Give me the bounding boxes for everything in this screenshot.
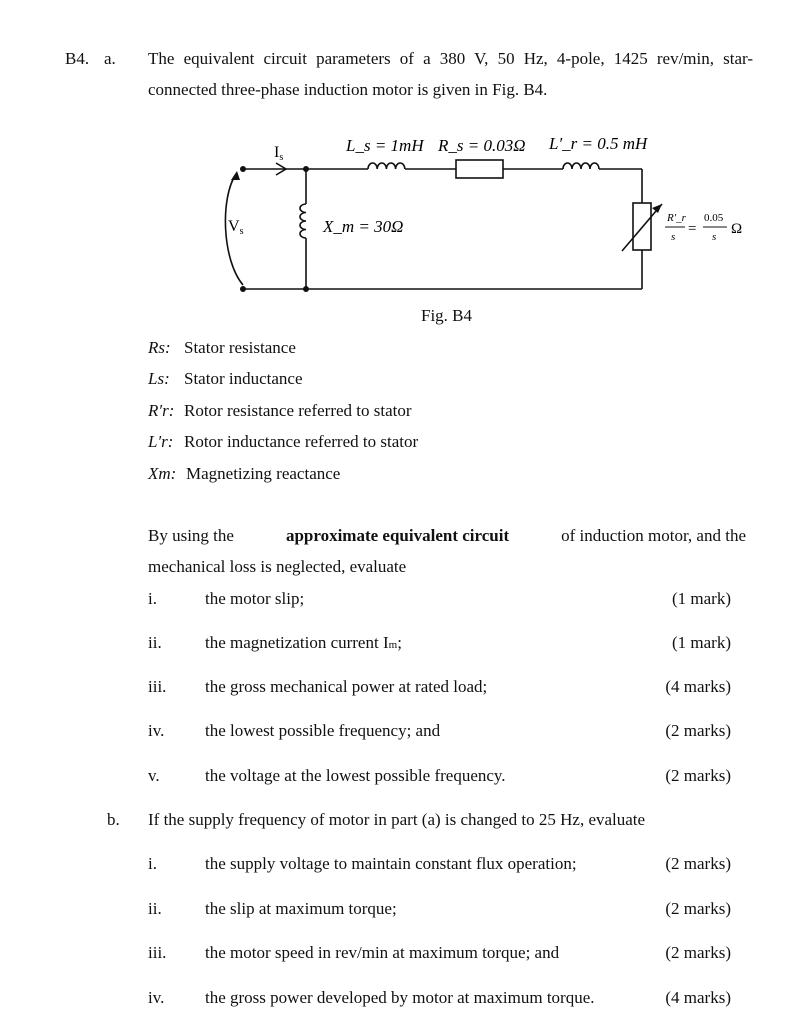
node-top — [303, 166, 309, 172]
item-text: the voltage at the lowest possible frequency. — [205, 766, 506, 785]
lr-label: L′_r = 0.5 mH — [549, 134, 648, 153]
rload-denominator: s — [671, 231, 676, 243]
legend-symbol: L′r: — [148, 432, 174, 451]
item-marks: (1 mark) — [671, 633, 731, 652]
item-number: i. — [148, 589, 157, 608]
item-text: the lowest possible frequency; and — [205, 721, 441, 740]
legend-symbol: Ls: — [148, 369, 170, 388]
rload-equals: = — [688, 221, 697, 237]
prompt-text: By using the — [148, 526, 234, 545]
prompt-text: of induction motor, and the — [561, 526, 746, 545]
terminal-top — [240, 166, 246, 172]
rload-unit: Ω — [731, 221, 743, 237]
item-marks: (4 marks) — [665, 677, 731, 696]
legend-text: Rotor resistance referred to stator — [184, 401, 412, 420]
voltage-arrow-head — [231, 171, 240, 180]
item-text: the supply voltage to maintain constant flux operation; — [205, 854, 577, 873]
item-text: the gross power developed by motor at maximum torque. — [205, 988, 595, 1007]
prompt-bold-text: approximate equivalent circuit — [285, 526, 510, 545]
rload-value-denominator: s — [712, 231, 717, 243]
item-text: the motor speed in rev/min at maximum torque; and — [205, 943, 560, 962]
xm-inductor — [300, 204, 306, 238]
item-marks: (4 marks) — [665, 988, 731, 1007]
item-number: iv. — [148, 721, 165, 740]
item-number: iv. — [148, 988, 165, 1007]
part-b-label: b. — [107, 810, 120, 829]
item-text: the magnetization current Im; — [205, 633, 402, 652]
legend-symbol: R′r: — [148, 401, 175, 420]
legend-symbol: Rs: — [148, 338, 171, 357]
item-number: ii. — [148, 899, 162, 918]
intro-line-2: connected three-phase induction motor is given in Fig. B4. — [148, 80, 548, 99]
lr-inductor — [563, 163, 599, 169]
question-number: B4. — [65, 49, 90, 68]
item-number: iii. — [148, 677, 167, 696]
rs-label: R_s = 0.03Ω — [438, 136, 526, 155]
circuit-diagram — [0, 120, 801, 420]
item-marks: (2 marks) — [665, 943, 731, 962]
ls-inductor — [368, 163, 405, 169]
item-marks: (2 marks) — [665, 854, 731, 873]
item-marks: (2 marks) — [665, 766, 731, 785]
rload-value-numerator: 0.05 — [704, 212, 724, 224]
is-label: Is — [274, 144, 284, 163]
intro-line-1: The equivalent circuit parameters of a 380 V, 50 Hz, 4-pole, 1425 rev/min, star- — [148, 49, 753, 68]
figure-caption: Fig. B4 — [421, 306, 473, 325]
legend-text: Rotor inductance referred to stator — [184, 432, 419, 451]
item-text: the motor slip; — [205, 589, 305, 608]
part-a-prompt-line-1 — [148, 526, 746, 546]
xm-label: X_m = 30Ω — [323, 217, 404, 236]
item-marks: (2 marks) — [665, 721, 731, 740]
rs-resistor — [456, 160, 503, 178]
item-marks: (1 mark) — [671, 589, 731, 608]
item-number: v. — [148, 766, 160, 785]
item-text: the slip at maximum torque; — [205, 899, 397, 918]
vs-label: Vs — [228, 218, 244, 237]
legend-text: Stator inductance — [184, 369, 303, 388]
ls-label: L_s = 1mH — [346, 136, 424, 155]
part-a-label: a. — [104, 49, 116, 68]
terminal-bottom — [240, 286, 246, 292]
item-number: ii. — [148, 633, 162, 652]
part-a-prompt-line-2: mechanical loss is neglected, evaluate — [148, 557, 407, 576]
legend-text: Magnetizing reactance — [186, 464, 341, 483]
rload-numerator: R′_r — [667, 212, 686, 224]
item-text: the gross mechanical power at rated load; — [205, 677, 488, 696]
item-number: i. — [148, 854, 157, 873]
legend-symbol: Xm: — [148, 464, 177, 483]
variable-arrow-head — [652, 204, 662, 213]
legend-text: Stator resistance — [184, 338, 296, 357]
part-b-prompt: If the supply frequency of motor in part (a) is changed to 25 Hz, evaluate — [148, 810, 646, 829]
item-marks: (2 marks) — [665, 899, 731, 918]
node-bottom — [303, 286, 309, 292]
item-number: iii. — [148, 943, 167, 962]
